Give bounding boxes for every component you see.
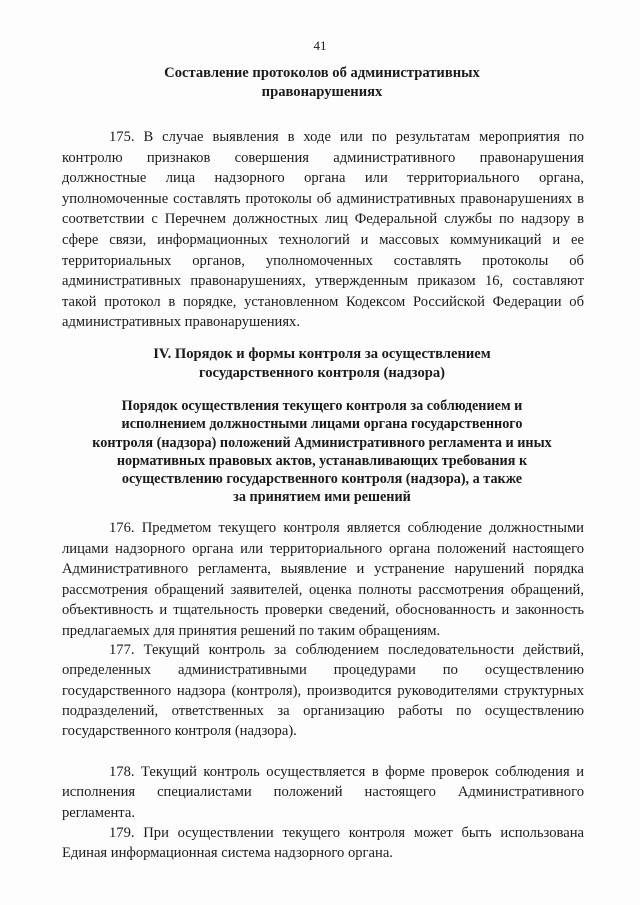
subchapter-heading [60,397,584,507]
subchapter-heading-line: осуществлению государственного контроля (надзора), а также [121,471,523,488]
section-heading-line: Составление протоколов об административных [164,65,480,81]
subchapter-heading-line: за принятием ими решений [233,489,411,506]
section-heading-line: правонарушениях [261,84,383,100]
chapter-heading-line: IV. Порядок и формы контроля за осуществлением [153,346,491,362]
section-heading [60,64,584,102]
subchapter-heading-line: контроля (надзора) положений Административного регламента и иных [92,434,552,451]
chapter-heading-line: государственного контроля (надзора) [198,365,446,381]
paragraph-178: 178. Текущий контроль осуществляется в форме проверок соблюдения и исполнения специалистами положений настоящего Административного регламента. [62,764,584,821]
paragraph-176: 176. Предметом текущего контроля является соблюдение должностными лицами надзорного органа или территориального органа положений настоящего Административного регламента, выявление и устранение нарушений порядка рассмотрения обращений заявителей, оценка полноты рассмотрения обращений, объективность и тщательность проверки сведений, обоснованность и законность предлагаемых для принятия решений по таким обращениям. [62,520,584,639]
chapter-heading [60,345,584,383]
paragraph-179: 179. При осуществлении текущего контроля может быть использована Единая информационная система надзорного органа. [62,825,584,862]
paragraph-175: 175. В случае выявления в ходе или по результатам мероприятия по контролю признаков совершения административного правонарушения должностные лица надзорного органа или территориального органа, уполномоченные составлять протоколы об административных правонарушениях в соответствии с Перечнем должностных лиц Федеральной службы по надзору в сфере связи, информационных технологий и массовых коммуникаций и ее территориальных органов, уполномоченных составлять протоколы об административных правонарушениях, утвержденным приказом 16, составляют такой протокол в порядке, установленном Кодексом Российской Федерации об административных правонарушениях. [62,129,584,331]
page-number: 41 [313,38,327,53]
subchapter-heading-line: исполнением должностными лицами органа государственного [121,416,523,433]
subchapter-heading-line: Порядок осуществления текущего контроля за соблюдением и [121,398,523,414]
subchapter-heading-line: нормативных правовых актов, устанавливающих требования к [116,452,528,469]
paragraph-177: 177. Текущий контроль за соблюдением последовательности действий, определенных административными процедурами по осуществлению государственного надзора (контроля), производится руководителями структурных подразделений, ответственных за организацию работы по осуществлению государственного контроля (надзора). [62,642,584,740]
